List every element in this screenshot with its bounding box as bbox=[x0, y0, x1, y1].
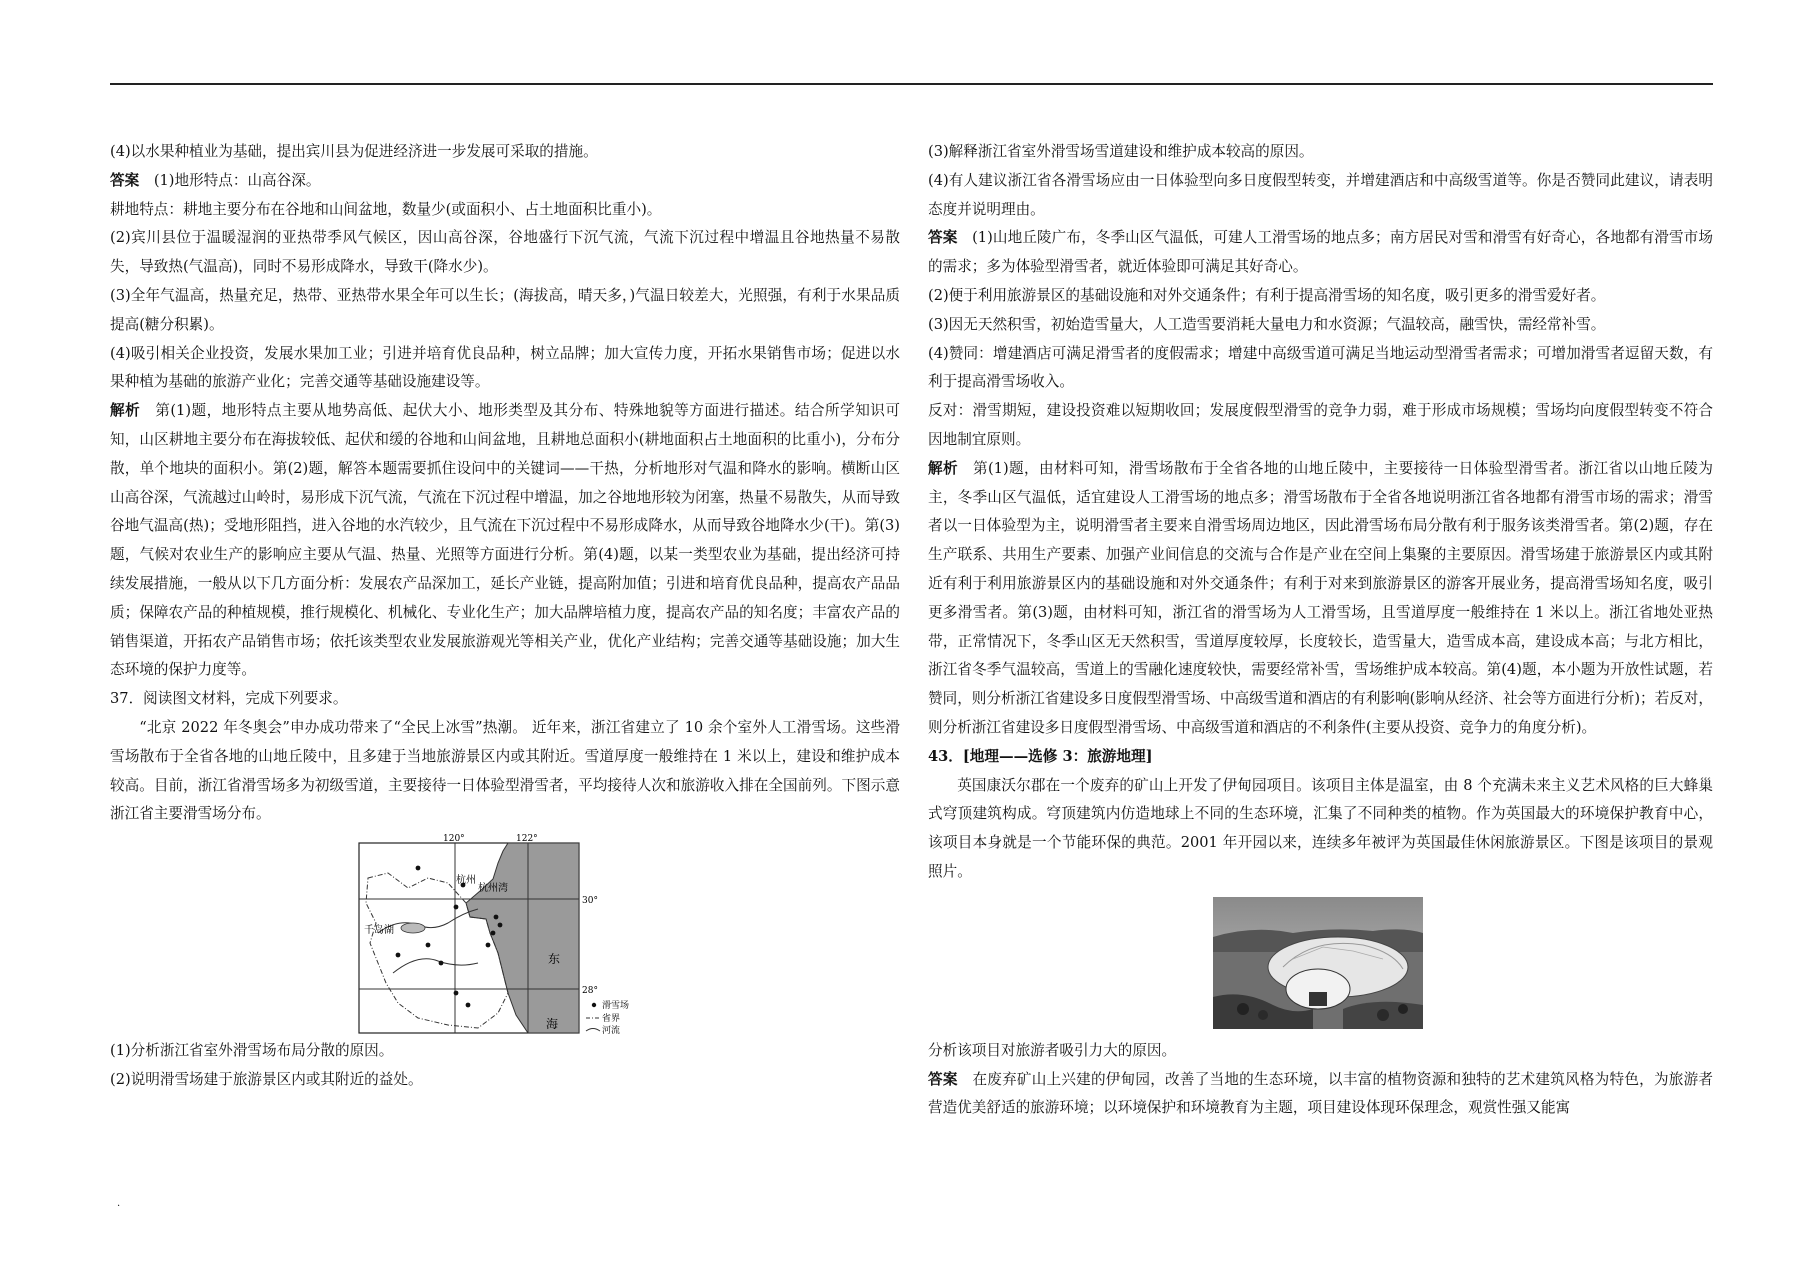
sea-label-1: 东 bbox=[548, 952, 561, 967]
ski-dot bbox=[396, 953, 401, 958]
question-37-2: (2)说明滑雪场建于旅游景区内或其附近的益处。 bbox=[110, 1070, 423, 1088]
question-37-4: (4)有人建议浙江省各滑雪场应由一日体验型向多日度假型转变，并增建酒店和中高级雪道等。你是否赞同此建议，请表明态度并说明理由。 bbox=[928, 171, 1713, 218]
question-43-prompt: 分析该项目对旅游者吸引力大的原因。 bbox=[928, 1041, 1177, 1059]
ski-dot bbox=[454, 905, 459, 910]
question-4: (4)以水果种植业为基础，提出宾川县为促进经济进一步发展可采取的措施。 bbox=[110, 143, 598, 160]
ski-dot bbox=[454, 991, 459, 996]
answer-37-4b: 反对：滑雪期短，建设投资难以短期收回；发展度假型滑雪的竞争力弱，难于形成市场规模；雪场均向度假型转变不符合因地制宜原则。 bbox=[928, 402, 1713, 448]
ski-dot bbox=[486, 943, 491, 948]
answer-37-1-text: (1)山地丘陵广布，冬季山区气温低，可建人工滑雪场的地点多；南方居民对雪和滑雪有好奇心，各地都有滑雪市场的需求；多为体验型滑雪者，就近体验即可满足其好奇心。 bbox=[928, 229, 1713, 276]
answer-label: 答案 bbox=[110, 171, 140, 189]
answer-37-1 bbox=[928, 224, 1713, 282]
ski-dot bbox=[426, 943, 431, 948]
left-column bbox=[110, 138, 900, 1095]
ski-dot bbox=[439, 961, 444, 966]
legend-ski-label: 滑雪场 bbox=[602, 1001, 630, 1012]
answer-3: (3)全年气温高，热量充足，热带、亚热带水果全年可以生长；(海拔高，晴天多，)气温日较差大，光照强，有利于水果品质提高(糖分积累)。 bbox=[110, 286, 900, 333]
answer-1b: 耕地特点：耕地主要分布在谷地和山间盆地，数量少(或面积小、占土地面积比重小)。 bbox=[110, 200, 662, 218]
ski-dot bbox=[491, 931, 496, 936]
question-43-heading: 43．[地理——选修 3：旅游地理] bbox=[928, 747, 1153, 765]
question-37-material: “北京 2022 年冬奥会”申办成功带来了“全民上冰雪”热潮。 近年来，浙江省建立了 10 余个室外人工滑雪场。这些滑雪场散布于全省各地的山地丘陵中，且多建于当地旅游景区内或其附近。雪道厚度一般维持在 1 米以上，建设和维护成本较高。目前，浙江省滑雪场多为初级雪道，主要接待一日体验型滑雪者，平均接待人次和旅游收入排在全国前列。下图示意浙江省主要滑雪场分布。 bbox=[110, 718, 900, 823]
footer-dot: . bbox=[117, 1198, 121, 1209]
hangzhou-label: 杭州 bbox=[456, 875, 476, 887]
lake-shape bbox=[401, 923, 425, 933]
analysis-37-text: 第(1)题，由材料可知，滑雪场散布于全省各地的山地丘陵中，主要接待一日体验型滑雪者。浙江省以山地丘陵为主，冬季山区气温低，适宜建设人工滑雪场的地点多；滑雪场散布于全省各地说明浙江省各地都有滑雪市场的需求；滑雪者以一日体验型为主，说明滑雪者主要来自滑雪场周边地区，因此滑雪场布局分散有利于服务该类滑雪者。第(2)题，存在生产联系、共用生产要素、加强产业间信息的交流与合作是产业在空间上集聚的主要原因。滑雪场建于旅游景区内或其附近有利于利用旅游景区内的基础设施和对外交通条件；有利于对来到旅游景区的游客开展业务，提高滑雪场知名度，吸引更多滑雪者。第(3)题，由材料可知，浙江省的滑雪场为人工滑雪场，且雪道厚度一般维持在 1 米以上。浙江省地处亚热带，正常情况下，冬季山区无天然积雪，雪道厚度较厚，长度较长，造雪量大，造雪成本高，建设成本高；与北方相比，浙江省冬季气温较高，雪道上的雪融化速度较快，需要经常补雪，雪场维护成本较高。第(4)题，本小题为开放性试题，若赞同，则分析浙江省建设多日度假型滑雪场、中高级雪道和酒店的有利影响(影响从经济、社会等方面进行分析)；若反对，则分析浙江省建设多日度假型滑雪场、中高级雪道和酒店的不利条件(主要从投资、竞争力的角度分析)。 bbox=[928, 459, 1713, 736]
lake-label: 千岛湖 bbox=[364, 925, 394, 937]
lon-122-label: 122° bbox=[516, 834, 538, 845]
right-column bbox=[928, 138, 1713, 1123]
analysis bbox=[110, 397, 900, 685]
analysis-37 bbox=[928, 455, 1713, 743]
answer-43-text: 在废弃矿山上兴建的伊甸园，改善了当地的生态环境，以丰富的植物资源和独特的艺术建筑风格为特色，为旅游者营造优美舒适的旅游环境；以环境保护和环境教育为主题，项目建设体现环保理念，观赏性强又能寓 bbox=[928, 1070, 1713, 1117]
answer-37-4: (4)赞同：增建酒店可满足滑雪者的度假需求；增建中高级雪道可满足当地运动型滑雪者需求；可增加滑雪者逗留天数，有利于提高滑雪场收入。 bbox=[928, 344, 1713, 391]
legend-border-label: 省界 bbox=[602, 1014, 621, 1025]
analysis-label: 解析 bbox=[110, 402, 141, 420]
question-37-heading: 37．阅读图文材料，完成下列要求。 bbox=[110, 690, 348, 708]
answer-1 bbox=[110, 167, 900, 196]
answer-1-text: (1)地形特点：山高谷深。 bbox=[153, 171, 321, 189]
answer-4: (4)吸引相关企业投资，发展水果加工业；引进并培育优良品种，树立品牌；加大宣传力度，开拓水果销售市场；促进以水果种植为基础的旅游产业化；完善交通等基础设施建设等。 bbox=[110, 344, 900, 391]
answer-label: 答案 bbox=[928, 229, 958, 247]
eden-project-photo bbox=[1213, 897, 1423, 1029]
lat-30-label: 30° bbox=[582, 896, 598, 907]
ski-dot bbox=[498, 923, 503, 928]
bay-label: 杭州湾 bbox=[478, 883, 508, 895]
sea-label-2: 海 bbox=[546, 1017, 559, 1032]
question-37-3: (3)解释浙江省室外滑雪场雪道建设和维护成本较高的原因。 bbox=[928, 143, 1314, 160]
answer-37-3: (3)因无天然积雪，初始造雪量大，人工造雪要消耗大量电力和水资源；气温较高，融雪快，需经常补雪。 bbox=[928, 315, 1606, 333]
zhejiang-ski-map bbox=[358, 833, 668, 1035]
answer-2: (2)宾川县位于温暖湿润的亚热带季风气候区，因山高谷深，谷地盛行下沉气流，气流下沉过程中增温且谷地热量不易散失，导致热(气温高)，同时不易形成降水，导致干(降水少)。 bbox=[110, 229, 900, 276]
header-rule bbox=[110, 83, 1713, 85]
lon-120-label: 120° bbox=[443, 834, 465, 845]
question-43-material: 英国康沃尔郡在一个废弃的矿山上开发了伊甸园项目。该项目主体是温室，由 8 个充满未来主义艺术风格的巨大蜂巢式穹顶建筑构成。穹顶建筑内仿造地球上不同的生态环境，汇集了不同种类的植物。作为英国最大的环境保护教育中心，该项目本身就是一个节能环保的典范。2001 年开园以来，连续多年被评为英国最佳休闲旅游景区。下图是该项目的景观照片。 bbox=[928, 776, 1713, 880]
map-graphic bbox=[358, 833, 668, 1035]
lat-28-label: 28° bbox=[582, 986, 598, 997]
analysis-label: 解析 bbox=[928, 459, 958, 477]
answer-label: 答案 bbox=[928, 1070, 958, 1088]
answer-37-2: (2)便于利用旅游景区的基础设施和对外交通条件；有利于提高滑雪场的知名度，吸引更多的滑雪爱好者。 bbox=[928, 286, 1606, 304]
analysis-text: 第(1)题，地形特点主要从地势高低、起伏大小、地形类型及其分布、特殊地貌等方面进行描述。结合所学知识可知，山区耕地主要分布在海拔较低、起伏和缓的谷地和山间盆地，且耕地总面积小(耕地面积占土地面积的比重小)，分布分散，单个地块的面积小。第(2)题，解答本题需要抓住设问中的关键词——干热，分析地形对气温和降水的影响。横断山区山高谷深，气流越过山岭时，易形成下沉气流，气流在下沉过程中增温，加之谷地地形较为闭塞，热量不易散失，从而导致谷地气温高(热)；受地形阻挡，进入谷地的水汽较少，且气流在下沉过程中不易形成降水，从而导致谷地降水少(干)。第(3)题，气候对农业生产的影响应主要从气温、热量、光照等方面进行分析。第(4)题，以某一类型农业为基础，提出经济可持续发展措施，一般从以下几方面分析：发展农产品深加工，延长产业链，提高附加值；引进和培育优良品种，提高农产品品质；保障农产品的种植规模，推行规模化、机械化、专业化生产；加大品牌培植力度，提高农产品的知名度；丰富农产品的销售渠道，开拓农产品销售市场；依托该类型农业发展旅游观光等相关产业，优化产业结构；完善交通等基础设施；加大生态环境的保护力度等。 bbox=[110, 402, 900, 679]
legend-ski-dot bbox=[592, 1003, 596, 1007]
legend-river-line bbox=[586, 1029, 600, 1032]
photo-graphic bbox=[1213, 897, 1423, 1029]
ski-dot bbox=[466, 1003, 471, 1008]
ski-dot bbox=[416, 866, 421, 871]
answer-43 bbox=[928, 1066, 1713, 1124]
ski-dot bbox=[494, 915, 499, 920]
question-37-1: (1)分析浙江省室外滑雪场布局分散的原因。 bbox=[110, 1042, 394, 1060]
legend-river-label: 河流 bbox=[602, 1026, 621, 1036]
